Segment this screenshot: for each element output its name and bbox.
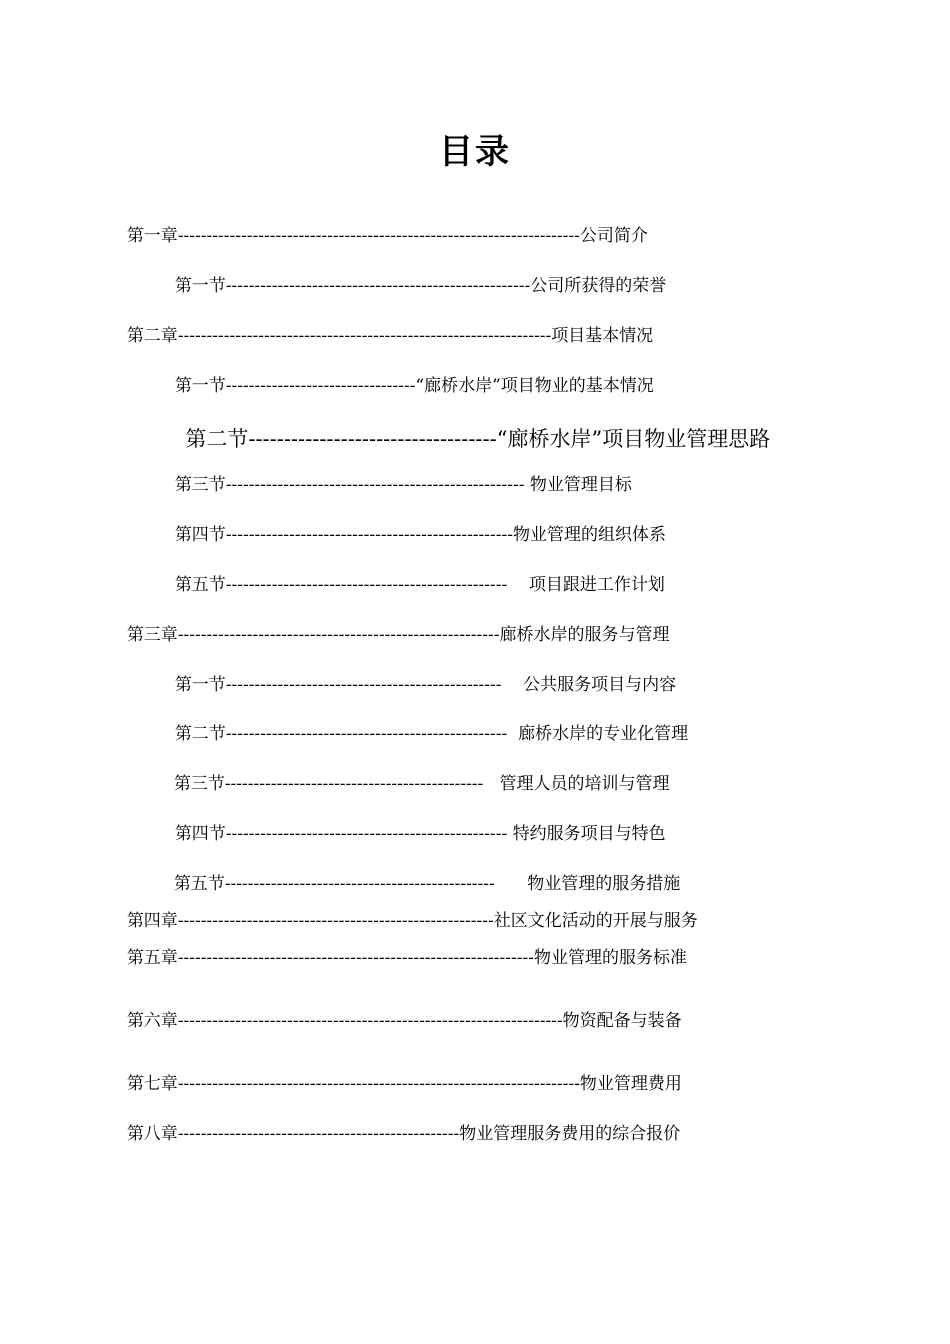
toc-label: 第四节 (174, 525, 226, 545)
toc-entry-chapter-7[interactable] (116, 1059, 682, 1093)
toc-label: 第二章 (126, 326, 178, 346)
toc-leader: ---------------------------------------------------------------------- (177, 226, 580, 246)
toc-entry-section-2-1[interactable] (164, 361, 654, 395)
toc-leader: ------------------------------------------------------------------- (177, 1011, 563, 1031)
toc-leader: ---------------------------------------------------------------------- (177, 1074, 580, 1094)
toc-text: 公共服务项目与内容 (523, 675, 677, 695)
toc-label: 第六章 (126, 1011, 178, 1031)
toc-leader: -------------------------------------------------------- (177, 625, 500, 645)
toc-text: 廊桥水岸的专业化管理 (518, 724, 689, 744)
toc-leader: ------------------------------------------------- (177, 1124, 460, 1144)
toc-entry-section-2-5[interactable] (164, 560, 665, 594)
toc-text: 社区文化活动的开展与服务 (493, 911, 698, 931)
toc-entry-section-2-3[interactable] (164, 460, 632, 494)
toc-entry-section-3-1[interactable] (164, 660, 676, 694)
toc-entry-chapter-6[interactable] (116, 996, 682, 1030)
toc-label: 第五章 (126, 948, 178, 968)
toc-text: 物业管理的服务措施 (527, 874, 681, 894)
toc-label: 第一节 (174, 376, 226, 396)
toc-text: 物业管理的服务标准 (533, 948, 687, 968)
toc-entry-chapter-4[interactable] (116, 896, 698, 930)
toc-entry-chapter-5[interactable] (116, 933, 687, 967)
toc-entry-section-1-1[interactable] (164, 261, 666, 295)
toc-entry-section-3-4[interactable] (164, 809, 666, 843)
toc-text: 管理人员的培训与管理 (499, 774, 670, 794)
toc-label: 第四章 (126, 911, 178, 931)
toc-entry-section-2-2[interactable] (172, 408, 770, 450)
toc-label: 第三节 (173, 774, 225, 794)
toc-leader: ------------------------------------------------------- (177, 911, 494, 931)
toc-leader: ------------------------------------------------- (225, 724, 519, 744)
toc-leader: ------------------------------------------------- (225, 575, 529, 595)
toc-text: 物业管理费用 (579, 1074, 682, 1094)
toc-entry-section-2-4[interactable] (164, 510, 666, 544)
toc-text: “廊桥水岸”项目物业的基本情况 (415, 376, 654, 396)
toc-text: 公司简介 (579, 226, 648, 246)
toc-entry-section-3-3[interactable] (163, 759, 670, 793)
toc-label: 第二节 (174, 724, 226, 744)
toc-label: 第五节 (173, 874, 225, 894)
toc-text: 物业管理的组织体系 (513, 525, 667, 545)
toc-text: 廊桥水岸的服务与管理 (499, 625, 670, 645)
toc-label: 第八章 (126, 1124, 178, 1144)
toc-leader: ------------------------------------------------ (225, 675, 524, 695)
toc-text: 物资配备与装备 (562, 1011, 682, 1031)
toc-label: 第一章 (126, 226, 178, 246)
toc-leader: ----------------------------------------------------- (225, 276, 531, 296)
toc-leader: ---------------------------------------------------- (225, 475, 530, 495)
toc-text: 物业管理服务费用的综合报价 (459, 1124, 681, 1144)
toc-text: “廊桥水岸”项目物业管理思路 (496, 427, 771, 451)
toc-text: 项目跟进工作计划 (528, 575, 665, 595)
toc-entry-chapter-2[interactable] (116, 311, 653, 345)
toc-entry-chapter-3[interactable] (116, 610, 669, 644)
toc-leader: ----------------------------------------------------------------- (177, 326, 552, 346)
toc-label: 第三章 (126, 625, 178, 645)
toc-leader: ------------------------------------------------- (225, 824, 513, 844)
toc-label: 第一节 (174, 675, 226, 695)
toc-entry-section-3-5[interactable] (163, 859, 680, 893)
toc-leader: -------------------------------------------------- (225, 525, 514, 545)
toc-text: 公司所获得的荣誉 (530, 276, 667, 296)
toc-label: 第二节 (185, 427, 249, 451)
toc-leader: -------------------------------------------------------------- (177, 948, 534, 968)
toc-label: 第三节 (174, 475, 226, 495)
toc-text: 项目基本情况 (551, 326, 654, 346)
toc-label: 第五节 (174, 575, 226, 595)
toc-leader: --------------------------------------------- (224, 774, 500, 794)
toc-label: 第四节 (174, 824, 226, 844)
toc-text: 特约服务项目与特色 (512, 824, 666, 844)
page-title: 目录 (439, 132, 511, 172)
toc-label: 第一节 (174, 276, 226, 296)
toc-entry-section-3-2[interactable] (164, 709, 688, 743)
toc-leader: ----------------------------------- (248, 427, 497, 451)
toc-entry-chapter-1[interactable] (116, 211, 648, 245)
toc-label: 第七章 (126, 1074, 178, 1094)
toc-entry-chapter-8[interactable] (116, 1109, 680, 1143)
toc-leader: --------------------------------- (225, 376, 416, 396)
toc-text: 物业管理目标 (529, 475, 632, 495)
toc-leader: ----------------------------------------------- (224, 874, 528, 894)
